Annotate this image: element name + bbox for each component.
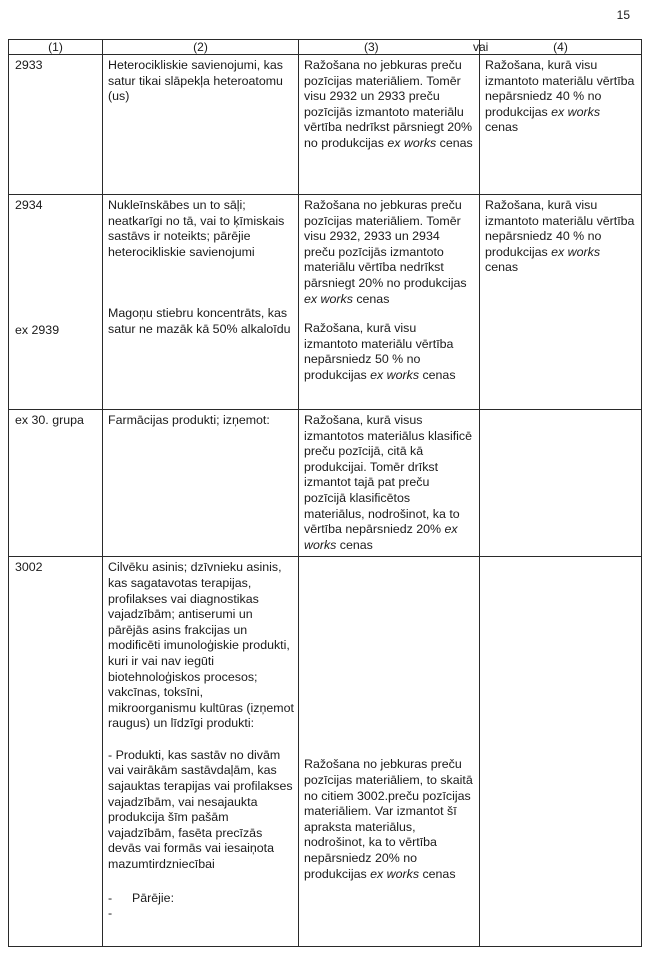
header-or-label: vai bbox=[473, 40, 489, 54]
header-col-1: (1) bbox=[9, 40, 103, 55]
header-col-4: (4) bbox=[480, 40, 642, 55]
heading-code: 3002 bbox=[15, 560, 43, 575]
table-row bbox=[9, 195, 642, 410]
other-products-label: Pārējie: bbox=[132, 890, 175, 905]
product-description: Nukleīnskābes un to sāļi; neatkarīgi no tā, vai to ķīmiskais sastāvs ir noteikts; pārējie heterocikliskie savienojumi bbox=[108, 198, 285, 259]
sub-processing-rule: Ražošana, kurā visu izmantoto materiālu vērtība nepārsniedz 50 % no produkcijas ex works cenas bbox=[304, 321, 456, 382]
table-row bbox=[9, 55, 642, 195]
dash-marker: - bbox=[108, 890, 113, 905]
table-row bbox=[9, 410, 642, 557]
header-col-3-label: (3) bbox=[364, 40, 379, 54]
processing-rule: Ražošana no jebkuras preču pozīcijas materiāliem. Tomēr visu 2932 un 2933 preču pozīcijās izmantoto materiālu vērtība nedrīkst pārsniegt 20% no produkcijas ex works cenas bbox=[304, 58, 473, 150]
dash-marker: - bbox=[108, 906, 113, 921]
table-row bbox=[9, 557, 642, 947]
other-products-line bbox=[108, 891, 294, 907]
product-description: Cilvēku asinis; dzīvnieku asinis, kas sagatavotas terapijas, profilakses vai diagnostikas vajadzībām; antiserumi un pārējās asins frakcijas un modificēti imunoloģiskie produkti, kuri ir vai nav iegūti biotehnoloģiskos procesos; vakcīnas, toksīni, mikroorganismu kultūras (izņemot raugus) un līdzīgi produkti: bbox=[108, 560, 294, 731]
sub-processing-rule: Ražošana no jebkuras preču pozīcijas materiāliem, to skaitā no citiem 3002.preču pozīcijas materiāliem. Var izmantot šī apraksta materiālus, nodrošinot, ka to vērtība nepārsniedz 20% no produkcijas ex works cenas bbox=[304, 757, 473, 881]
heading-code: ex 30. grupa bbox=[15, 413, 84, 427]
product-description: Farmācijas produkti; izņemot: bbox=[108, 413, 270, 427]
processing-rule: Ražošana no jebkuras preču pozīcijas materiāliem. Tomēr visu 2932, 2933 un 2934 preču pozīcijās izmantoto materiālu vērtība nedrīkst pārsniegt 20% no produkcijas ex works cenas bbox=[304, 198, 467, 306]
heading-code: 2933 bbox=[15, 58, 43, 72]
sub-product-description: - Produkti, kas sastāv no divām vai vairākām sastāvdaļām, kas sajauktas terapijas vai profilakses vajadzībām, vai nesajaukta produkcija šīm pašām vajadzībām, fasēta precīzās devās vai formās vai iesaiņota mazumtirdzniecībai bbox=[108, 747, 293, 872]
alternative-rule: Ražošana, kurā visu izmantoto materiālu vērtība nepārsniedz 40 % no produkcijas ex works cenas bbox=[485, 198, 635, 275]
sub-product-description: Magoņu stiebru koncentrāts, kas satur ne mazāk kā 50% alkaloīdu bbox=[108, 306, 291, 336]
origin-rules-table bbox=[8, 39, 642, 947]
alternative-rule: Ražošana, kurā visu izmantoto materiālu vērtība nepārsniedz 40 % no produkcijas ex works cenas bbox=[485, 58, 635, 135]
heading-code: 2934 bbox=[15, 198, 43, 212]
processing-rule: Ražošana, kurā visus izmantotos materiālus klasificē preču pozīcijā, citā kā produkcijai. Tomēr drīkst izmantot tajā pat preču pozīcijā klasificētos materiālus, nodrošinot, ka to vērtība nepārsniedz 20% ex works cenas bbox=[304, 413, 473, 552]
header-col-3 bbox=[299, 40, 489, 55]
sub-heading-code: ex 2939 bbox=[15, 322, 60, 337]
product-description: Heterocikliskie savienojumi, kas satur tikai slāpekļa heteroatomu (us) bbox=[108, 58, 283, 104]
header-col-2: (2) bbox=[103, 40, 299, 55]
page-number: 15 bbox=[616, 8, 630, 22]
table-header-row bbox=[9, 40, 642, 55]
